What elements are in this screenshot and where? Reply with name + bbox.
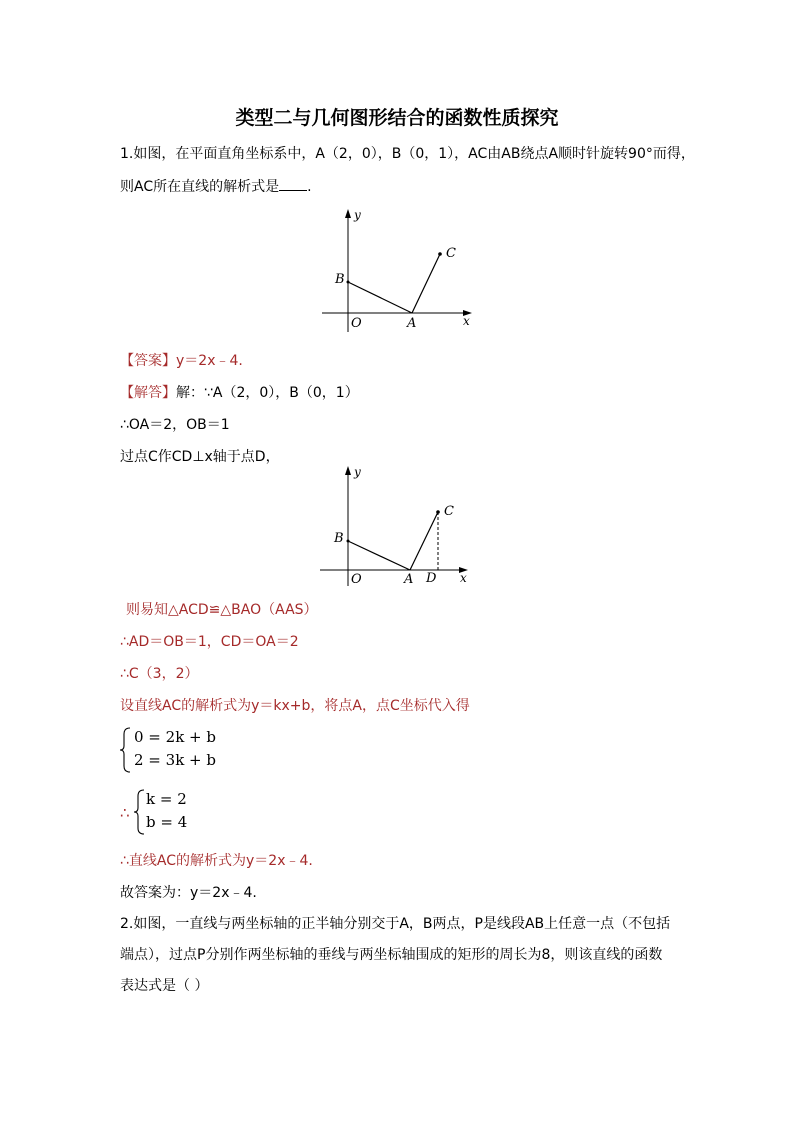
- solution-line-2: ∴OA＝2，OB＝1: [120, 417, 230, 433]
- solution-line-4: 则易知△ACD≌△BAO（AAS）: [126, 602, 318, 618]
- solution-line-1: [120, 383, 359, 403]
- solution-line-3: 过点C作CD⊥x轴于点D，: [120, 449, 280, 465]
- system-2-eq-2: b = 4: [146, 813, 188, 831]
- b-label: B: [334, 531, 344, 546]
- solution-step-1: 解：∵A（2，0），B（0，1）: [176, 385, 359, 401]
- answer-tag: 【答案】: [120, 353, 176, 369]
- origin-label: O: [351, 572, 362, 587]
- y-axis-arrow: [345, 209, 351, 218]
- y-label: y: [354, 465, 361, 479]
- solution-line-9: 故答案为：y＝2x﹣4.: [120, 885, 257, 901]
- solution-tag: 【解答】: [120, 385, 176, 401]
- y-label: y: [354, 208, 361, 222]
- system-1-eq-2: 2 = 3k + b: [134, 751, 216, 769]
- answer-blank: [279, 176, 307, 191]
- solution-line-7: 设直线AC的解析式为y＝kx+b，将点A，点C坐标代入得: [120, 698, 470, 714]
- x-label: x: [463, 314, 470, 328]
- y-axis-arrow: [345, 466, 351, 475]
- figure-1: [310, 205, 490, 340]
- question-2-line-2: 端点），过点P分别作两坐标轴的垂线与两坐标轴围成的矩形的周长为8，则该直线的函数: [120, 947, 663, 963]
- b-label: B: [335, 272, 345, 287]
- question-1-line-2: [120, 176, 312, 197]
- segment-ab: [348, 541, 410, 570]
- question-2-line-1: 2.如图，一直线与两坐标轴的正半轴分别交于A，B两点，P是线段AB上任意一点（不包括: [120, 916, 671, 932]
- solution-line-5: ∴AD＝OB＝1，CD＝OA＝2: [120, 634, 299, 650]
- c-label: C: [444, 504, 454, 519]
- point-b: [347, 281, 350, 284]
- question-1-suffix: .: [307, 179, 312, 195]
- segment-ac: [410, 512, 438, 570]
- system-2-brace: [132, 788, 146, 836]
- therefore-symbol: ∴: [120, 804, 130, 822]
- system-1-eq-1: 0 = 2k + b: [134, 728, 216, 746]
- point-c: [438, 252, 442, 256]
- question-1-prefix: 则AC所在直线的解析式是: [120, 179, 280, 195]
- solution-line-8: ∴直线AC的解析式为y＝2x﹣4.: [120, 853, 313, 869]
- solution-line-6: ∴C（3，2）: [120, 666, 199, 682]
- system-1-brace: [118, 726, 132, 774]
- point-c: [436, 510, 440, 514]
- x-label: x: [460, 571, 467, 585]
- a-label: A: [407, 316, 417, 331]
- question-1-line-1: 1.如图，在平面直角坐标系中，A（2，0），B（0，1），AC由AB绕点A顺时针旋转90°而得，: [120, 146, 695, 162]
- origin-label: O: [351, 316, 362, 331]
- figure-2: [310, 462, 490, 592]
- c-label: C: [446, 246, 456, 261]
- answer-text: y＝2x﹣4.: [176, 353, 243, 369]
- answer-line: [120, 351, 243, 371]
- question-2-line-3: 表达式是（ ）: [120, 978, 209, 994]
- segment-ab: [348, 282, 412, 313]
- system-2-eq-1: k = 2: [146, 790, 187, 808]
- point-b: [347, 540, 350, 543]
- d-label: D: [426, 571, 437, 586]
- a-label: A: [404, 572, 414, 587]
- segment-ac: [412, 254, 440, 313]
- page-title: 类型二与几何图形结合的函数性质探究: [235, 107, 559, 129]
